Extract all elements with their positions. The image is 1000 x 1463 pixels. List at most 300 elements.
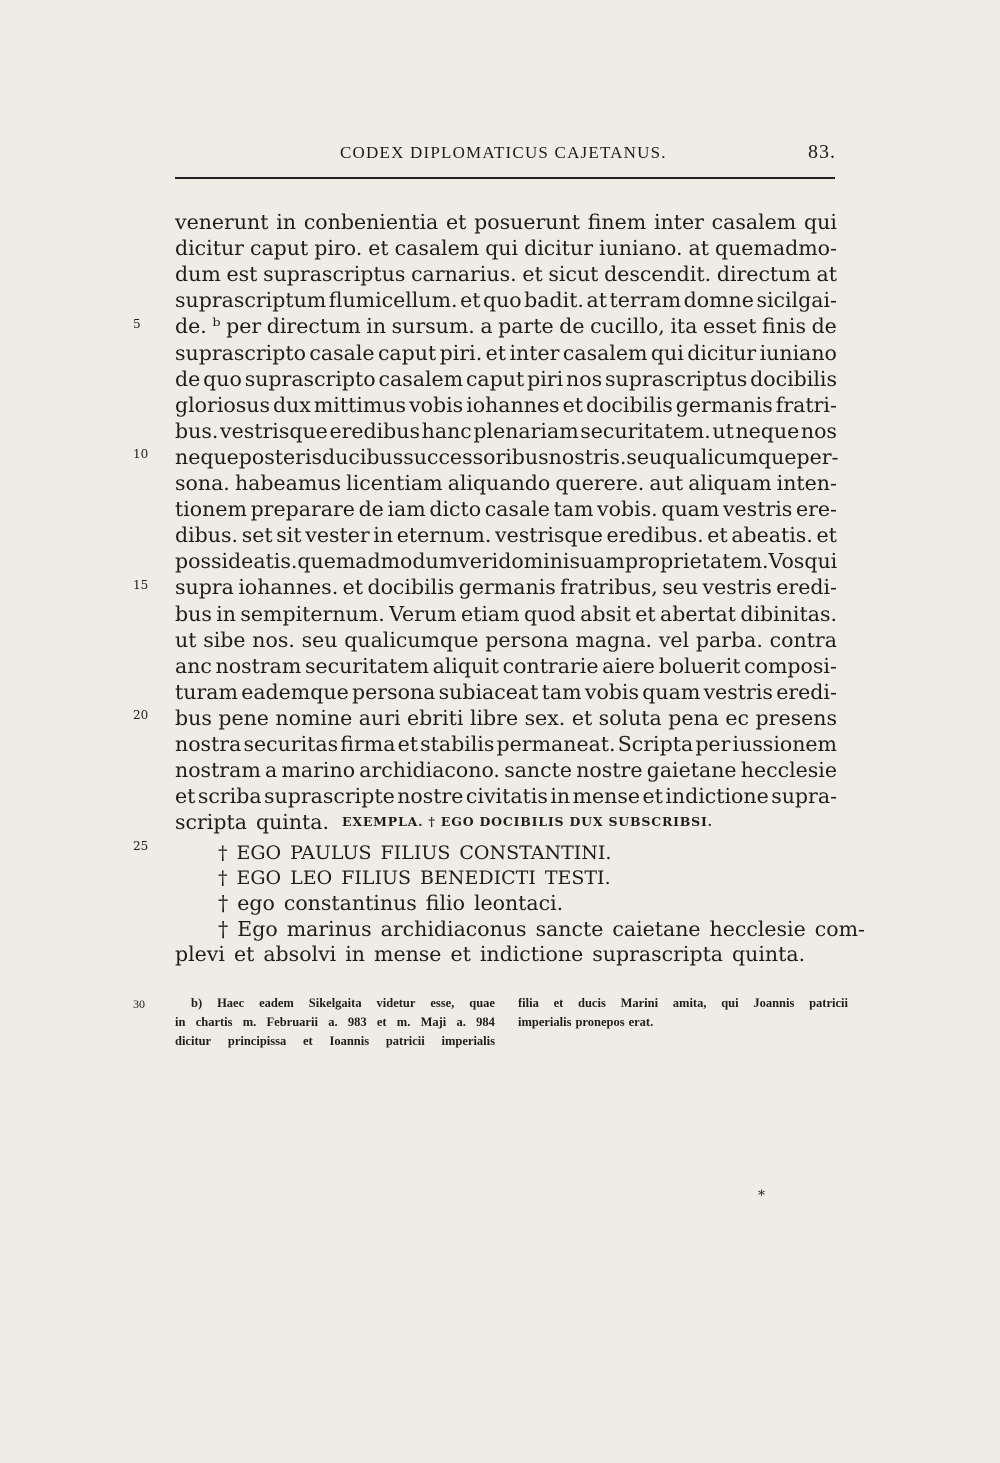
- word: casalem: [394, 236, 480, 261]
- footnote-line: [518, 994, 848, 1013]
- word: marinus: [286, 917, 372, 941]
- word: nostris.: [548, 444, 627, 469]
- word: in: [550, 784, 571, 809]
- word: flumicellum.: [328, 288, 458, 313]
- word: posuerunt: [474, 210, 580, 234]
- word: securitatem.: [580, 418, 711, 443]
- text-line: [175, 445, 837, 469]
- word: casalem: [711, 210, 797, 234]
- word: soluta: [598, 705, 662, 730]
- word: archidiaconus: [380, 917, 527, 941]
- word: aliquando: [447, 471, 551, 495]
- word: preparare: [250, 497, 355, 522]
- line-number-30: 30: [133, 997, 145, 1011]
- text-line: [175, 210, 837, 234]
- footnote-word: eadem: [259, 996, 294, 1010]
- word: seu: [301, 627, 338, 652]
- word: vestrisque: [495, 523, 603, 548]
- footnote-word: Haec: [217, 996, 245, 1010]
- text-line: [218, 866, 837, 890]
- word: nostra: [175, 732, 242, 756]
- word: et: [816, 523, 837, 548]
- word: civitatis: [465, 784, 548, 809]
- word: tam: [553, 497, 594, 522]
- footnote-word: esse,: [430, 996, 455, 1010]
- word: sicilgai-: [756, 288, 837, 313]
- text-line: [175, 758, 837, 782]
- word: †: [218, 842, 228, 864]
- word: vel: [658, 627, 690, 652]
- word: absolvi: [263, 942, 337, 966]
- word: veri: [458, 549, 499, 574]
- word: iam: [387, 497, 426, 522]
- word: eademque: [241, 679, 349, 704]
- word: carnarius.: [411, 262, 517, 287]
- word: quam: [661, 497, 720, 522]
- footnote-line: [175, 1032, 495, 1051]
- word: dum: [175, 262, 221, 287]
- word: fratribus,: [560, 575, 658, 600]
- word: germanis: [458, 575, 556, 600]
- word: caietane: [612, 917, 701, 941]
- word: parte: [498, 314, 554, 339]
- footnote-word: videtur: [376, 996, 416, 1010]
- word: anc: [175, 653, 212, 678]
- footnote-word: principissa: [227, 1034, 287, 1048]
- word: persona: [352, 679, 436, 704]
- word: inten-: [776, 471, 837, 495]
- word: †: [218, 867, 228, 889]
- word: directum: [716, 262, 811, 287]
- word: dibus.: [175, 523, 239, 548]
- word: suprascriptum: [175, 288, 327, 313]
- word: vestris: [722, 497, 793, 522]
- word: a: [265, 758, 278, 783]
- word: dicitur: [524, 236, 594, 261]
- word: vobis: [409, 392, 464, 417]
- footnote-word: m.: [242, 1015, 257, 1029]
- word: marino: [281, 758, 356, 783]
- word: magna.: [575, 627, 653, 652]
- word: descendit.: [604, 262, 712, 287]
- footnote-word: ducis: [578, 996, 606, 1010]
- word: licentiam: [346, 471, 443, 495]
- word: directum: [266, 314, 361, 339]
- text-line: [175, 680, 837, 704]
- word: tionem: [175, 497, 247, 522]
- word: sibe: [203, 627, 246, 652]
- word: BENEDICTI: [420, 867, 536, 889]
- word: Vos: [768, 549, 805, 574]
- word: de: [811, 314, 837, 339]
- line-number: 5: [133, 317, 141, 331]
- word: qui: [804, 549, 838, 574]
- word: supra: [175, 575, 234, 600]
- word: finem: [587, 210, 647, 234]
- word: et: [450, 942, 471, 966]
- word: casale: [309, 340, 375, 365]
- word: vester: [305, 523, 370, 548]
- word: nostram: [215, 653, 302, 678]
- word: suprascripte: [264, 784, 395, 809]
- line-number: 10: [133, 447, 149, 461]
- word: in: [373, 523, 394, 548]
- text-line: [175, 575, 837, 599]
- word: abertat: [660, 601, 736, 626]
- word: docibilis: [367, 575, 455, 600]
- word: tam: [541, 679, 582, 704]
- word: inter: [653, 210, 704, 234]
- word: suprascripta: [592, 942, 724, 966]
- word: Ego: [237, 917, 278, 941]
- word: piri.: [439, 340, 483, 365]
- word: domne: [683, 288, 754, 313]
- footnote-word: 983: [347, 1015, 367, 1029]
- word: CONSTANTINI.: [459, 842, 612, 864]
- word: casalem: [562, 340, 648, 365]
- word: in: [216, 601, 237, 626]
- footnote-word: patricii: [385, 1034, 425, 1048]
- text-line: [175, 419, 837, 443]
- word: LEO: [290, 867, 333, 889]
- word: qualicumque: [344, 627, 479, 652]
- word: absit: [580, 601, 631, 626]
- word: suam: [569, 549, 625, 574]
- word: sit: [276, 523, 302, 548]
- text-line: [175, 523, 837, 547]
- word: de: [559, 314, 585, 339]
- word: gaietane: [646, 758, 737, 783]
- text-line: [175, 236, 837, 260]
- word: neque: [735, 418, 800, 443]
- word: in: [276, 210, 297, 234]
- word: com-: [814, 917, 865, 941]
- word: quod: [523, 601, 576, 626]
- word: dibinitas.: [740, 601, 837, 626]
- word: gloriosus: [175, 392, 270, 417]
- word: plenariam: [473, 418, 579, 443]
- word: vobis: [584, 679, 639, 704]
- word: ec: [725, 705, 750, 730]
- text-line: [175, 471, 837, 495]
- word: sancte: [504, 758, 572, 783]
- word: eredibus: [329, 418, 421, 443]
- word: et: [233, 942, 255, 966]
- text-line: [175, 654, 837, 678]
- word: suprascriptus: [604, 366, 748, 391]
- word: contrarie: [502, 653, 599, 678]
- word: in: [345, 942, 365, 966]
- footnote-word: b): [191, 996, 203, 1010]
- word: indictione: [479, 942, 584, 966]
- word: fratri-: [775, 392, 837, 417]
- word: vobis.: [597, 497, 658, 522]
- word: seu: [662, 575, 699, 600]
- footnote-word: Februarii: [266, 1015, 318, 1029]
- footnote-word: Sikelgaita: [308, 996, 362, 1010]
- word: iohannes: [466, 392, 560, 417]
- word: ere-: [795, 497, 837, 522]
- word: contra: [769, 627, 837, 652]
- word: caput: [465, 366, 525, 391]
- word: et: [175, 784, 196, 809]
- word: casalem: [378, 366, 464, 391]
- word: et: [460, 288, 481, 313]
- word: iuniano: [759, 340, 837, 365]
- word: et: [571, 705, 593, 730]
- footnote-right-column: [518, 994, 848, 1032]
- text-line: [218, 917, 865, 941]
- subscription-small-caps: EXEMPLA. † EGO DOCIBILIS DUX SUBSCRIBSI.: [342, 814, 713, 830]
- word: caput: [249, 236, 309, 261]
- word: TESTI.: [544, 867, 611, 889]
- word: querere.: [555, 471, 645, 495]
- word: eredibus.: [606, 523, 704, 548]
- word: et: [446, 210, 467, 234]
- word: nos: [566, 366, 603, 391]
- word: per-: [796, 444, 839, 469]
- word: nostre: [397, 784, 464, 809]
- word: ebriti: [407, 705, 464, 730]
- word: eredi-: [776, 575, 837, 600]
- word: venerunt: [175, 210, 269, 234]
- word: possideatis.: [175, 549, 298, 574]
- word: conbenientia: [303, 210, 439, 234]
- header-rule: [175, 177, 835, 179]
- text-line: [175, 602, 837, 626]
- word: de.: [175, 314, 207, 339]
- word: nos.: [252, 627, 295, 652]
- text-line: [175, 341, 837, 365]
- word: per: [695, 732, 731, 756]
- word: est: [226, 262, 258, 287]
- footnote-word: quae: [469, 996, 495, 1010]
- word: et: [485, 340, 507, 365]
- text-line: [218, 891, 837, 915]
- word: pena: [668, 705, 719, 730]
- word: iussionem: [732, 732, 837, 756]
- word: plevi: [175, 942, 225, 966]
- word: et: [642, 784, 663, 809]
- word: libre: [469, 705, 519, 730]
- footnote-word: in: [175, 1015, 186, 1029]
- footnote-word: imperialis: [518, 1015, 572, 1029]
- word: casale: [484, 497, 550, 522]
- footnote-line: [518, 1013, 848, 1032]
- word: aiere: [602, 653, 655, 678]
- word: dux: [272, 392, 311, 417]
- text-line: [175, 942, 837, 966]
- word: sempiternum.: [240, 601, 385, 626]
- word: leontaci.: [473, 891, 564, 915]
- word: †: [218, 891, 229, 915]
- word: persona: [485, 627, 569, 652]
- footnote-word: pronepos: [575, 1015, 625, 1029]
- word: esset: [702, 314, 757, 339]
- word: aliquit: [432, 653, 500, 678]
- word: nos: [800, 418, 837, 443]
- word: quo: [482, 288, 522, 313]
- line-number: 20: [133, 708, 149, 722]
- word: bus.: [175, 418, 219, 443]
- word: iuniano.: [599, 236, 683, 261]
- word: subiaceat: [438, 679, 539, 704]
- word: stabilis: [420, 732, 495, 756]
- word: abeatis.: [731, 523, 813, 548]
- word: successoribus: [403, 444, 549, 469]
- word: nostram: [175, 758, 261, 783]
- word: seu: [626, 444, 663, 469]
- word: bus: [175, 601, 212, 626]
- word: †: [218, 917, 229, 941]
- word: quinta.: [255, 810, 330, 835]
- word: filio: [425, 891, 465, 915]
- word: hecclesie: [740, 758, 837, 783]
- line-number: 15: [133, 578, 149, 592]
- word: qui: [485, 236, 519, 261]
- footnote-word: et: [376, 1015, 387, 1029]
- text-line: [175, 497, 837, 521]
- word: ducibus: [322, 444, 404, 469]
- word: dicitur: [687, 340, 757, 365]
- word: composi-: [744, 653, 837, 678]
- word: quam: [642, 679, 701, 704]
- footnote-left-column: [175, 994, 495, 1051]
- word: at: [688, 236, 709, 261]
- word: indictione: [665, 784, 769, 809]
- page-number: 83.: [808, 141, 836, 163]
- word: archidiacono.: [359, 758, 500, 783]
- text-line: [218, 841, 837, 865]
- footnote-word: imperialis: [441, 1034, 495, 1048]
- word: hanc: [421, 418, 472, 443]
- word: mense: [374, 942, 442, 966]
- word: hecclesie: [709, 917, 806, 941]
- word: badit.: [524, 288, 584, 313]
- word: vestris: [702, 575, 772, 600]
- word: cucillo,: [590, 314, 665, 339]
- word: sursum.: [391, 314, 475, 339]
- word: ego: [237, 891, 275, 915]
- word: qui: [650, 340, 684, 365]
- word: quo: [203, 366, 242, 391]
- word: proprietatem.: [624, 549, 769, 574]
- word: bus: [175, 705, 212, 730]
- word: sicut: [548, 262, 599, 287]
- word: suprascriptus: [263, 262, 406, 287]
- word: scriba: [197, 784, 262, 809]
- word: docibilis: [585, 392, 673, 417]
- word: eredi-: [776, 679, 837, 704]
- word: domini: [498, 549, 570, 574]
- word: et: [397, 732, 418, 756]
- word: habeamus: [234, 471, 342, 495]
- word: suprascripto: [175, 340, 306, 365]
- word: in: [366, 314, 387, 339]
- word: at: [816, 262, 837, 287]
- word: ᵇ: [212, 314, 221, 339]
- word: aut: [649, 471, 684, 495]
- word: FILIUS: [380, 842, 451, 864]
- word: vestrisque: [220, 418, 328, 443]
- word: PAULUS: [290, 842, 372, 864]
- word: nomine: [275, 705, 353, 730]
- footnote-word: Maji: [420, 1015, 447, 1029]
- text-line: [175, 706, 837, 730]
- word: ut: [175, 627, 197, 652]
- word: quemadmo-: [714, 236, 837, 261]
- footnote-word: chartis: [195, 1015, 233, 1029]
- word: qualicumque: [662, 444, 797, 469]
- footnote-line: [175, 994, 495, 1013]
- text-line: [175, 628, 837, 652]
- word: piri: [527, 366, 564, 391]
- word: mense: [572, 784, 641, 809]
- word: de: [358, 497, 384, 522]
- footnote-word: a.: [328, 1015, 338, 1029]
- word: dicitur: [175, 236, 244, 261]
- text-line: [175, 288, 837, 312]
- running-header-title: CODEX DIPLOMATICUS CAJETANUS.: [340, 143, 667, 162]
- word: EGO: [236, 867, 282, 889]
- word: firma: [340, 732, 396, 756]
- word: parba.: [695, 627, 763, 652]
- word: Verum: [389, 601, 457, 626]
- footnote-word: erat.: [628, 1015, 654, 1029]
- word: securitas: [243, 732, 339, 756]
- text-line: [175, 393, 837, 417]
- word: sex.: [524, 705, 566, 730]
- signature-asterisk: *: [758, 1188, 765, 1204]
- word: caput: [377, 340, 437, 365]
- word: mittimus: [313, 392, 407, 417]
- word: docibilis: [750, 366, 837, 391]
- word: eternum.: [396, 523, 492, 548]
- word: nostre: [576, 758, 643, 783]
- text-line: [175, 732, 837, 756]
- text-line: [175, 810, 837, 834]
- word: iohannes.: [238, 575, 339, 600]
- word: at: [586, 288, 607, 313]
- word: auri: [358, 705, 401, 730]
- word: scripta: [175, 810, 247, 835]
- word: ita: [670, 314, 698, 339]
- footnote-word: Ioannis: [329, 1034, 370, 1048]
- word: terram: [609, 288, 682, 313]
- word: etiam: [461, 601, 520, 626]
- word: boluerit: [658, 653, 741, 678]
- word: et: [368, 236, 389, 261]
- word: FILIUS: [341, 867, 412, 889]
- word: de: [175, 366, 201, 391]
- line-number: 25: [133, 839, 149, 853]
- word: presens: [755, 705, 837, 730]
- word: supra-: [771, 784, 837, 809]
- word: finis: [762, 314, 806, 339]
- footnote-word: filia: [518, 996, 539, 1010]
- word: qui: [804, 210, 837, 234]
- word: inter: [509, 340, 560, 365]
- word: piro.: [314, 236, 363, 261]
- word: ut: [712, 418, 734, 443]
- footnote-word: Marini: [620, 996, 659, 1010]
- word: posteris: [238, 444, 323, 469]
- footnote-word: m.: [396, 1015, 411, 1029]
- word: et: [342, 575, 364, 600]
- footnote-word: dicitur: [175, 1034, 212, 1048]
- word: securitatem: [304, 653, 429, 678]
- word: neque: [175, 444, 239, 469]
